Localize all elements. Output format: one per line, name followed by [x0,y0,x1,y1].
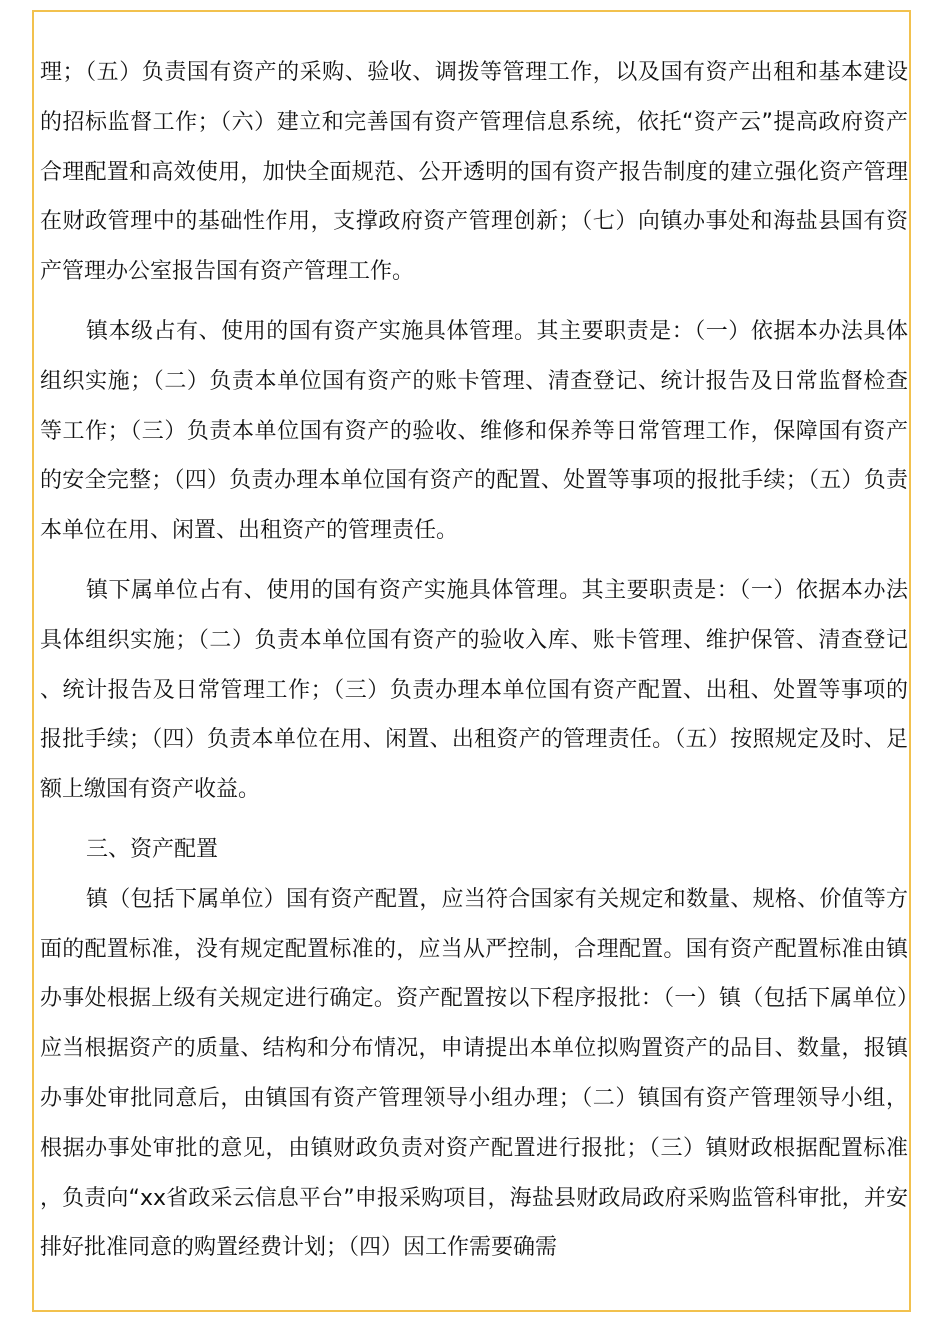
paragraph-town-level-duties: 镇本级占有、使用的国有资产实施具体管理。其主要职责是：（一）依据本办法具体组织实施；（二）负责本单位国有资产的账卡管理、清查登记、统计报告及日常监督检查等工作；（三）负责本单位国有资产的验收、维修和保养等日常管理工作，保障国有资产的安全完整；（四）负责办理本单位国有资产的配置、处置等事项的报批手续；（五）负责本单位在用、闲置、出租资产的管理责任。 [40,318,908,544]
section-heading-asset-allocation: 三、资产配置 [86,836,219,862]
paragraph-subordinate-unit-duties: 镇下属单位占有、使用的国有资产实施具体管理。其主要职责是：（一）依据本办法具体组织实施；（二）负责本单位国有资产的验收入库、账卡管理、维护保管、清查登记、统计报告及日常管理工作；（三）负责办理本单位国有资产配置、出租、处置等事项的报批手续；（四）负责本单位在用、闲置、出租资产的管理责任。（五）按照规定及时、足额上缴国有资产收益。 [40,577,908,803]
paragraph-continued-duties: 理；（五）负责国有资产的采购、验收、调拨等管理工作，以及国有资产出租和基本建设的招标监督工作；（六）建立和完善国有资产管理信息系统，依托“资产云”提高政府资产合理配置和高效使用，加快全面规范、公开透明的国有资产报告制度的建立强化资产管理在财政管理中的基础性作用，支撑政府资产管理创新；（七）向镇办事处和海盐县国有资产管理办公室报告国有资产管理工作。 [40,60,908,285]
document-body [40,48,908,1273]
paragraph-asset-allocation: 镇（包括下属单位）国有资产配置，应当符合国家有关规定和数量、规格、价值等方面的配置标准，没有规定配置标准的，应当从严控制，合理配置。国有资产配置标准由镇办事处根据上级有关规定进行确定。资产配置按以下程序报批：（一）镇（包括下属单位）应当根据资产的质量、结构和分布情况，申请提出本单位拟购置资产的品目、数量，报镇办事处审批同意后，由镇国有资产管理领导小组办理；（二）镇国有资产管理领导小组，根据办事处审批的意见，由镇财政负责对资产配置进行报批；（三）镇财政根据配置标准，负责向“xx省政采云信息平台”申报采购项目，海盐县财政局政府采购监管科审批，并安排好批准同意的购置经费计划；（四）因工作需要确需 [40,886,908,1261]
